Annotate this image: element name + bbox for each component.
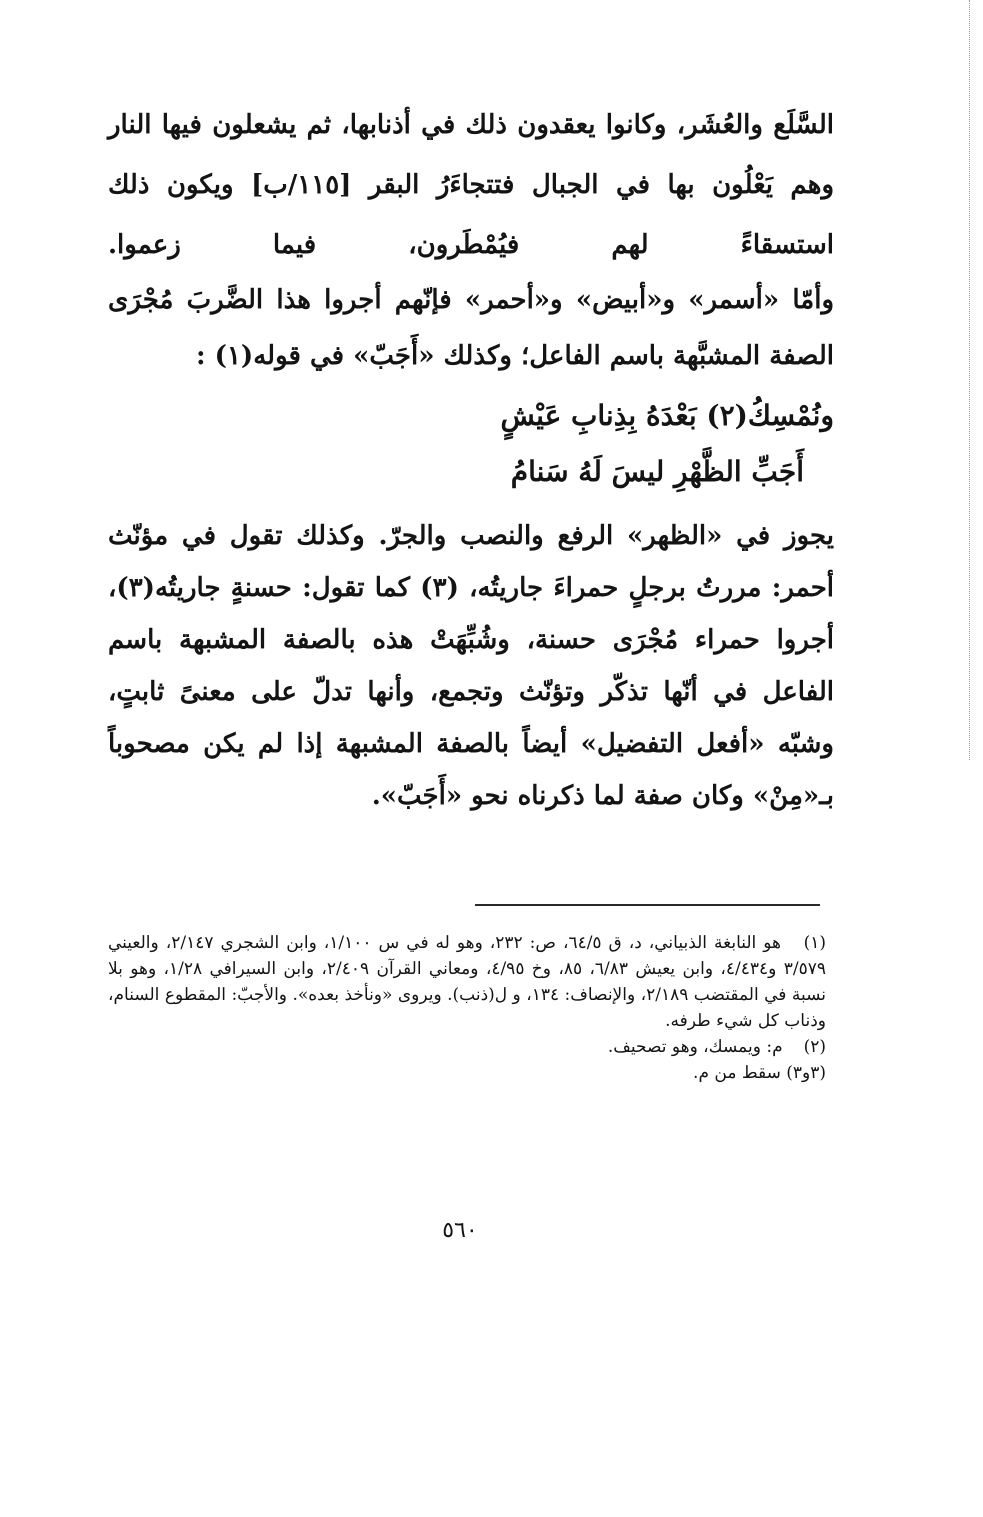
footnote-number: (٣و٣) — [786, 1063, 826, 1083]
footnote-3 — [108, 1060, 826, 1086]
footnote-2 — [108, 1034, 826, 1060]
verse-line-1: ونُمْسِكُ(٢) بَعْدَهُ بِذِنابِ عَيْشٍ — [500, 399, 834, 432]
verse — [130, 388, 834, 500]
footnotes — [108, 930, 826, 1086]
footnote-number: (٢) — [803, 1037, 826, 1057]
margin-rule — [969, 0, 970, 760]
footnote-text: سقط من م. — [693, 1063, 781, 1083]
paragraph-2: وأمّا «أسمر» و«أبيض» و«أحمر» فإنّهم أجروا هذا الضَّربَ مُجْرَى الصفة المشبَّهة باسم الفاعل؛ وكذلك «أَجَبّ» في قوله(١) : — [108, 285, 834, 371]
footnote-text: م: ويمسك، وهو تصحيف. — [607, 1037, 783, 1057]
footnote-number: (١) — [803, 933, 827, 953]
verse-line-2: أَجَبِّ الظَّهْرِ ليسَ لَهُ سَنامُ — [510, 455, 804, 488]
footnote-1 — [108, 930, 826, 1034]
paragraph-3: يجوز في «الظهر» الرفع والنصب والجرّ. وكذلك تقول في مؤنّث أحمر: مررتُ برجلٍ حمراءَ جاريتُه، (٣) كما تقول: حسنةٍ جاريتُه(٣)، أجروا حمراء مُجْرَى حسنة، وشُبِّهَتْ هذه بالصفة المشبهة باسم الفاعل في أنّها تذكّر وتؤنّث وتجمع، وأنها تدلّ على معنىً ثابتٍ، وشبّه «أفعل التفضيل» أيضاً بالصفة المشبهة إذا لم يكن مصحوباً بـ«مِنْ» وكان صفة لما ذكرناه نحو «أَجَبّ». — [108, 521, 834, 811]
page-number: ٥٦٠ — [442, 1218, 478, 1243]
footnote-separator — [475, 904, 820, 906]
paragraph-1: السَّلَع والعُشَر، وكانوا يعقدون ذلك في أذنابها، ثم يشعلون فيها النار وهم يَعْلُون بها في الجبال فتتجاءَرُ البقر [١١٥/ب] ويكون ذلك استسقاءً لهم فيُمْطَرون، فيما زعموا. — [108, 110, 835, 260]
footnote-text: هو النابغة الذبياني، د، ق ٦٤/٥، ص: ٢٣٢، وهو له في س ١/١٠٠، وابن الشجري ٢/١٤٧، والعيني ٣/٥٧٩ و٤/٤٣٤، وابن يعيش ٦/٨٣، ٨٥، وخ ٤/٩٥، ومعاني القرآن ٢/٤٠٩، وابن السيرافي ١/٢٨، وهو بلا نسبة في المقتضب ٢/١٨٩، والإنصاف: ١٣٤، و ل(ذنب). ويروى «ونأخذ بعده». والأجبّ: المقطوع السنام، وذناب كل شيء طرفه. — [108, 933, 827, 1031]
